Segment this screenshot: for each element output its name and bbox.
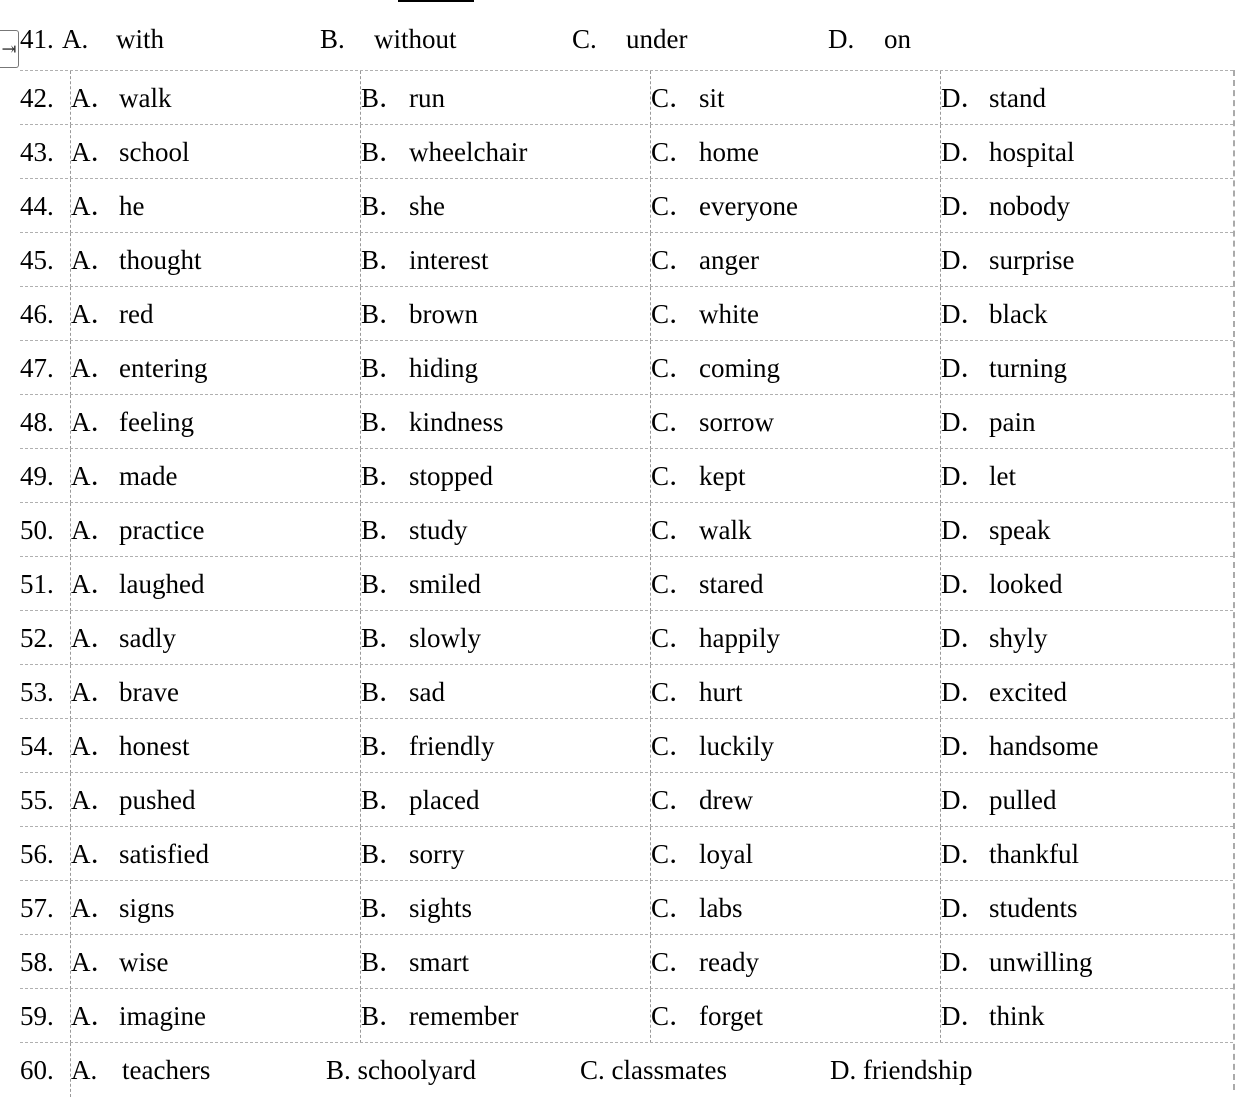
option-text: hurt	[699, 677, 743, 707]
option-a	[70, 341, 361, 395]
option-b	[360, 989, 651, 1043]
option-text: honest	[119, 731, 190, 761]
option-c	[650, 611, 941, 665]
option-text: slowly	[409, 623, 482, 653]
option-text: everyone	[699, 191, 798, 221]
option-a	[70, 179, 361, 233]
option-a: teachers	[122, 1055, 211, 1085]
option-text: turning	[989, 353, 1067, 383]
option-letter: D．	[941, 731, 988, 761]
option-letter: D．	[941, 623, 988, 653]
option-b-letter: B.	[320, 24, 345, 54]
question-number: 59.	[20, 1001, 54, 1031]
option-letter: D．	[941, 785, 988, 815]
option-text: she	[409, 191, 445, 221]
option-d	[940, 827, 1231, 881]
question-number: 47.	[20, 353, 54, 383]
option-a	[70, 827, 361, 881]
option-text: drew	[699, 785, 753, 815]
option-text: satisfied	[119, 839, 209, 869]
option-letter: C．	[651, 839, 697, 869]
option-d	[940, 503, 1231, 557]
option-a-letter: A.	[62, 24, 89, 54]
option-text: study	[409, 515, 468, 545]
option-letter: D．	[941, 1001, 988, 1031]
option-a	[70, 773, 361, 827]
option-text: placed	[409, 785, 480, 815]
option-letter: D．	[941, 893, 988, 923]
question-number: 52.	[20, 623, 54, 653]
option-a	[70, 233, 361, 287]
option-b	[360, 881, 651, 935]
option-letter: A．	[71, 83, 118, 113]
option-text: entering	[119, 353, 208, 383]
option-b	[360, 719, 651, 773]
option-letter: C．	[651, 461, 697, 491]
option-text: friendly	[409, 731, 495, 761]
option-text: pulled	[989, 785, 1057, 815]
option-letter: B．	[361, 299, 407, 329]
option-letter: B．	[361, 677, 407, 707]
option-d	[940, 341, 1231, 395]
option-d	[940, 719, 1231, 773]
option-letter: C．	[651, 731, 697, 761]
option-d-letter: D.	[828, 24, 855, 54]
option-c	[650, 665, 941, 719]
option-text: black	[989, 299, 1048, 329]
option-letter: C．	[651, 623, 697, 653]
option-letter: B．	[361, 461, 407, 491]
option-letter: B．	[361, 893, 407, 923]
option-letter: A．	[71, 677, 118, 707]
header-underline	[398, 0, 474, 2]
option-letter: D．	[941, 569, 988, 599]
option-b	[360, 341, 651, 395]
option-letter: B．	[361, 83, 407, 113]
option-c: under	[626, 24, 688, 54]
option-text: laughed	[119, 569, 205, 599]
question-row	[20, 502, 1233, 557]
option-text: stared	[699, 569, 764, 599]
option-letter: B．	[361, 245, 407, 275]
option-letter: A．	[71, 137, 118, 167]
question-number: 42.	[20, 83, 54, 113]
option-letter: A．	[71, 299, 118, 329]
option-text: kept	[699, 461, 746, 491]
question-row	[20, 286, 1233, 341]
option-b	[360, 935, 651, 989]
option-text: brown	[409, 299, 478, 329]
option-c	[650, 71, 941, 125]
option-c	[650, 233, 941, 287]
option-c	[650, 287, 941, 341]
option-text: labs	[699, 893, 743, 923]
option-a	[70, 557, 361, 611]
option-letter: D．	[941, 299, 988, 329]
question-row	[20, 124, 1233, 179]
option-text: thankful	[989, 839, 1079, 869]
option-d	[940, 395, 1231, 449]
option-letter: C．	[651, 245, 697, 275]
option-text: kindness	[409, 407, 504, 437]
option-letter: C．	[651, 83, 697, 113]
option-text: practice	[119, 515, 205, 545]
option-letter: D．	[941, 947, 988, 977]
option-d	[940, 287, 1231, 341]
option-letter: A．	[71, 515, 118, 545]
option-letter: A．	[71, 1001, 118, 1031]
option-a-letter: A.	[70, 1043, 97, 1097]
option-c	[650, 989, 941, 1043]
option-text: happily	[699, 623, 780, 653]
option-a	[70, 71, 361, 125]
option-text: think	[989, 1001, 1045, 1031]
question-row	[20, 448, 1233, 503]
option-text: sadly	[119, 623, 176, 653]
option-text: feeling	[119, 407, 194, 437]
question-number: 54.	[20, 731, 54, 761]
option-letter: D．	[941, 83, 988, 113]
option-text: surprise	[989, 245, 1075, 275]
question-row	[20, 178, 1233, 233]
option-a	[70, 287, 361, 341]
option-letter: C．	[651, 515, 697, 545]
option-text: speak	[989, 515, 1051, 545]
question-number: 51.	[20, 569, 54, 599]
question-number: 53.	[20, 677, 54, 707]
option-c	[650, 719, 941, 773]
option-c	[650, 449, 941, 503]
option-text: sit	[699, 83, 725, 113]
option-d: D. friendship	[830, 1055, 973, 1085]
option-text: hiding	[409, 353, 479, 383]
question-row	[20, 988, 1233, 1043]
option-a	[70, 989, 361, 1043]
option-b	[360, 557, 651, 611]
option-d	[940, 665, 1231, 719]
option-c	[650, 827, 941, 881]
option-letter: B．	[361, 191, 407, 221]
option-letter: B．	[361, 407, 407, 437]
option-letter: B．	[361, 137, 407, 167]
option-b: without	[374, 24, 457, 54]
option-b	[360, 233, 651, 287]
option-letter: C．	[651, 299, 697, 329]
option-letter: D．	[941, 515, 988, 545]
option-letter: A．	[71, 947, 118, 977]
option-letter: B．	[361, 353, 407, 383]
option-text: shyly	[989, 623, 1048, 653]
option-b	[360, 827, 651, 881]
option-c	[650, 557, 941, 611]
option-letter: B．	[361, 569, 407, 599]
option-d	[940, 881, 1231, 935]
option-c	[650, 395, 941, 449]
option-a	[70, 125, 361, 179]
question-number: 57.	[20, 893, 54, 923]
option-letter: D．	[941, 353, 988, 383]
option-letter: B．	[361, 839, 407, 869]
question-table	[20, 70, 1235, 1090]
option-text: school	[119, 137, 190, 167]
option-text: made	[119, 461, 178, 491]
option-text: interest	[409, 245, 489, 275]
option-a	[70, 719, 361, 773]
option-a	[70, 611, 361, 665]
question-row	[20, 232, 1233, 287]
option-b	[360, 665, 651, 719]
option-text: signs	[119, 893, 175, 923]
option-text: excited	[989, 677, 1067, 707]
question-row-60	[20, 1042, 1233, 1097]
option-c	[650, 125, 941, 179]
option-text: sorry	[409, 839, 465, 869]
option-text: walk	[699, 515, 752, 545]
option-letter: A．	[71, 893, 118, 923]
option-text: he	[119, 191, 145, 221]
question-row	[20, 664, 1233, 719]
option-a	[70, 881, 361, 935]
option-letter: C．	[651, 137, 697, 167]
option-letter: A．	[71, 191, 118, 221]
option-letter: A．	[71, 245, 118, 275]
option-text: pushed	[119, 785, 196, 815]
option-c	[650, 503, 941, 557]
option-text: walk	[119, 83, 172, 113]
option-text: luckily	[699, 731, 774, 761]
option-letter: D．	[941, 839, 988, 869]
option-b	[360, 773, 651, 827]
option-d	[940, 125, 1231, 179]
option-text: anger	[699, 245, 759, 275]
option-text: hospital	[989, 137, 1075, 167]
option-c-letter: C.	[572, 24, 597, 54]
question-row	[20, 772, 1233, 827]
option-letter: A．	[71, 785, 118, 815]
option-text: smiled	[409, 569, 481, 599]
option-d	[940, 935, 1231, 989]
option-letter: C．	[651, 407, 697, 437]
question-number: 45.	[20, 245, 54, 275]
option-letter: A．	[71, 353, 118, 383]
option-text: pain	[989, 407, 1036, 437]
option-text: white	[699, 299, 759, 329]
option-text: ready	[699, 947, 759, 977]
option-c: C. classmates	[580, 1055, 727, 1085]
option-a	[70, 449, 361, 503]
question-41	[20, 14, 1220, 64]
option-d	[940, 179, 1231, 233]
question-number: 44.	[20, 191, 54, 221]
option-text: handsome	[989, 731, 1099, 761]
option-letter: B．	[361, 785, 407, 815]
option-a: with	[116, 24, 165, 54]
option-letter: D．	[941, 407, 988, 437]
option-d	[940, 71, 1231, 125]
question-row	[20, 556, 1233, 611]
option-text: let	[989, 461, 1016, 491]
question-number: 48.	[20, 407, 54, 437]
option-a	[70, 395, 361, 449]
question-row	[20, 934, 1233, 989]
option-text: sorrow	[699, 407, 774, 437]
option-b	[360, 179, 651, 233]
option-letter: C．	[651, 785, 697, 815]
option-letter: B．	[361, 731, 407, 761]
option-letter: C．	[651, 947, 697, 977]
question-number: 43.	[20, 137, 54, 167]
option-text: forget	[699, 1001, 763, 1031]
option-text: wheelchair	[409, 137, 528, 167]
option-letter: B．	[361, 1001, 407, 1031]
option-c	[650, 179, 941, 233]
option-text: coming	[699, 353, 780, 383]
option-c	[650, 773, 941, 827]
option-text: stopped	[409, 461, 493, 491]
option-letter: C．	[651, 893, 697, 923]
question-number: 50.	[20, 515, 54, 545]
question-row	[20, 880, 1233, 935]
option-letter: B．	[361, 515, 407, 545]
option-text: home	[699, 137, 759, 167]
option-letter: A．	[71, 623, 118, 653]
option-b	[360, 395, 651, 449]
option-letter: D．	[941, 137, 988, 167]
option-a	[70, 935, 361, 989]
option-text: smart	[409, 947, 469, 977]
option-text: red	[119, 299, 154, 329]
option-c	[650, 881, 941, 935]
option-text: students	[989, 893, 1078, 923]
option-a	[70, 665, 361, 719]
option-letter: C．	[651, 353, 697, 383]
option-text: wise	[119, 947, 169, 977]
option-d: on	[884, 24, 911, 54]
option-text: sad	[409, 677, 445, 707]
question-row	[20, 70, 1233, 125]
question-number: 58.	[20, 947, 54, 977]
option-text: remember	[409, 1001, 519, 1031]
option-a	[70, 503, 361, 557]
option-letter: A．	[71, 731, 118, 761]
question-number: 56.	[20, 839, 54, 869]
question-row	[20, 394, 1233, 449]
option-d	[940, 773, 1231, 827]
option-c	[650, 341, 941, 395]
option-text: stand	[989, 83, 1046, 113]
option-letter: D．	[941, 245, 988, 275]
option-b	[360, 503, 651, 557]
option-b: B. schoolyard	[326, 1055, 476, 1085]
question-number: 55.	[20, 785, 54, 815]
option-b	[360, 125, 651, 179]
option-letter: B．	[361, 623, 407, 653]
question-row	[20, 718, 1233, 773]
option-text: brave	[119, 677, 179, 707]
option-letter: C．	[651, 677, 697, 707]
option-text: run	[409, 83, 445, 113]
option-d	[940, 989, 1231, 1043]
option-text: nobody	[989, 191, 1070, 221]
option-d	[940, 611, 1231, 665]
option-b	[360, 287, 651, 341]
option-text: loyal	[699, 839, 753, 869]
option-letter: D．	[941, 677, 988, 707]
question-row	[20, 340, 1233, 395]
option-b	[360, 71, 651, 125]
option-letter: A．	[71, 569, 118, 599]
option-b	[360, 611, 651, 665]
option-text: looked	[989, 569, 1063, 599]
question-number: 46.	[20, 299, 54, 329]
option-letter: C．	[651, 569, 697, 599]
option-text: sights	[409, 893, 473, 923]
option-letter: B．	[361, 947, 407, 977]
option-d	[940, 557, 1231, 611]
option-text: thought	[119, 245, 202, 275]
option-letter: C．	[651, 1001, 697, 1031]
option-letter: C．	[651, 191, 697, 221]
option-d	[940, 233, 1231, 287]
option-c	[650, 935, 941, 989]
option-text: unwilling	[989, 947, 1093, 977]
option-letter: A．	[71, 839, 118, 869]
question-number: 60.	[20, 1055, 54, 1085]
option-letter: D．	[941, 461, 988, 491]
option-letter: A．	[71, 461, 118, 491]
arrow-return-icon: ⇥	[0, 30, 19, 68]
option-text: imagine	[119, 1001, 206, 1031]
question-row	[20, 610, 1233, 665]
option-letter: D．	[941, 191, 988, 221]
question-number: 49.	[20, 461, 54, 491]
option-d	[940, 449, 1231, 503]
question-number: 41.	[20, 24, 54, 54]
question-row	[20, 826, 1233, 881]
option-b	[360, 449, 651, 503]
option-letter: A．	[71, 407, 118, 437]
